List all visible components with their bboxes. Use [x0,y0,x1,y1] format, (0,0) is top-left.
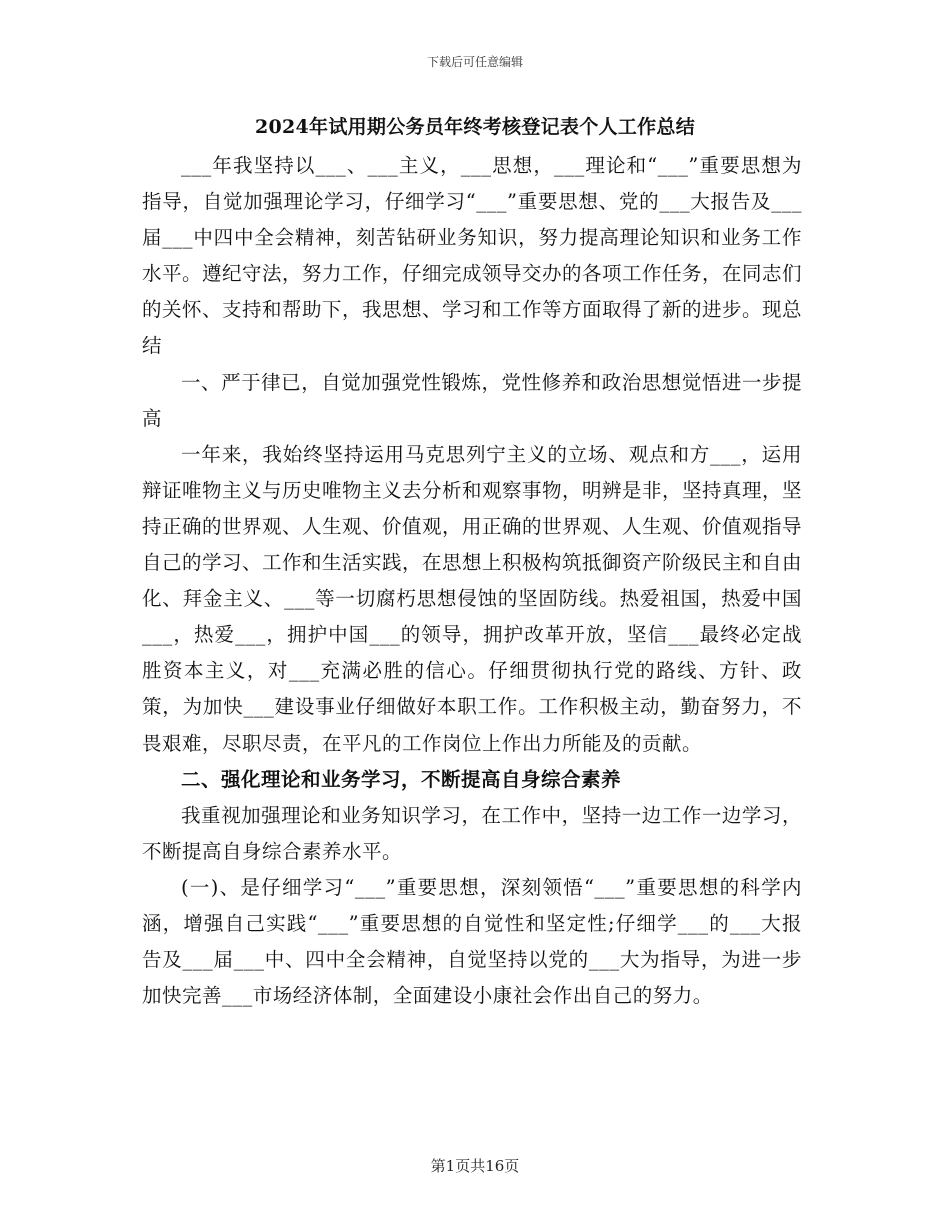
section-heading-1: 一、严于律已，自觉加强党性锻炼，党性修养和政治思想觉悟进一步提高 [142,370,802,430]
paragraph-section-2-intro: 我重视加强理论和业务知识学习，在工作中，坚持一边工作一边学习，不断提高自身综合素养水平。 [142,803,802,863]
section-heading-2: 二、强化理论和业务学习，不断提高自身综合素养 [181,767,622,791]
paragraph-intro: ___年我坚持以___、___主义，___思想，___理论和“___”重要思想为指导，自觉加强理论学习，仔细学习“___”重要思想、党的___大报告及___届___中四中全会精神，刻苦钻研业务知识，努力提高理论知识和业务工作水平。遵纪守法，努力工作，仔细完成领导交办的各项工作任务，在同志们的关怀、支持和帮助下，我思想、学习和工作等方面取得了新的进步。现总结 [142,154,803,358]
header-note: 下载后可任意编辑 [426,55,523,69]
document-body [142,148,802,1014]
paragraph-section-2-item-1: (一)、是仔细学习“___”重要思想，深刻领悟“___”重要思想的科学内涵，增强自己实践“___”重要思想的自觉性和坚定性;仔细学___的___大报告及___届___中、四中全会精神，自觉坚持以党的___大为指导，为进一步加快完善___市场经济体制，全面建设小康社会作出自己的努力。 [142,875,802,1008]
document-title: 2024年试用期公务员年终考核登记表个人工作总结 [254,116,696,138]
page-number: 第1页共16页 [430,1157,520,1175]
paragraph-section-1: 一年来，我始终坚持运用马克思列宁主义的立场、观点和方___，运用辩证唯物主义与历史唯物主义去分析和观察事物，明辨是非，坚持真理，坚持正确的世界观、人生观、价值观，用正确的世界观、人生观、价值观指导自己的学习、工作和生活实践，在思想上积极构筑抵御资产阶级民主和自由化、拜金主义、___等一切腐朽思想侵蚀的坚固防线。热爱祖国，热爱中国___，热爱___，拥护中国___的领导，拥护改革开放，坚信___最终必定战胜资本主义，对___充满必胜的信心。仔细贯彻执行党的路线、方针、政策，为加快___建设事业仔细做好本职工作。工作积极主动，勤奋努力，不畏艰难，尽职尽责，在平凡的工作岗位上作出力所能及的贡献。 [142,442,803,755]
